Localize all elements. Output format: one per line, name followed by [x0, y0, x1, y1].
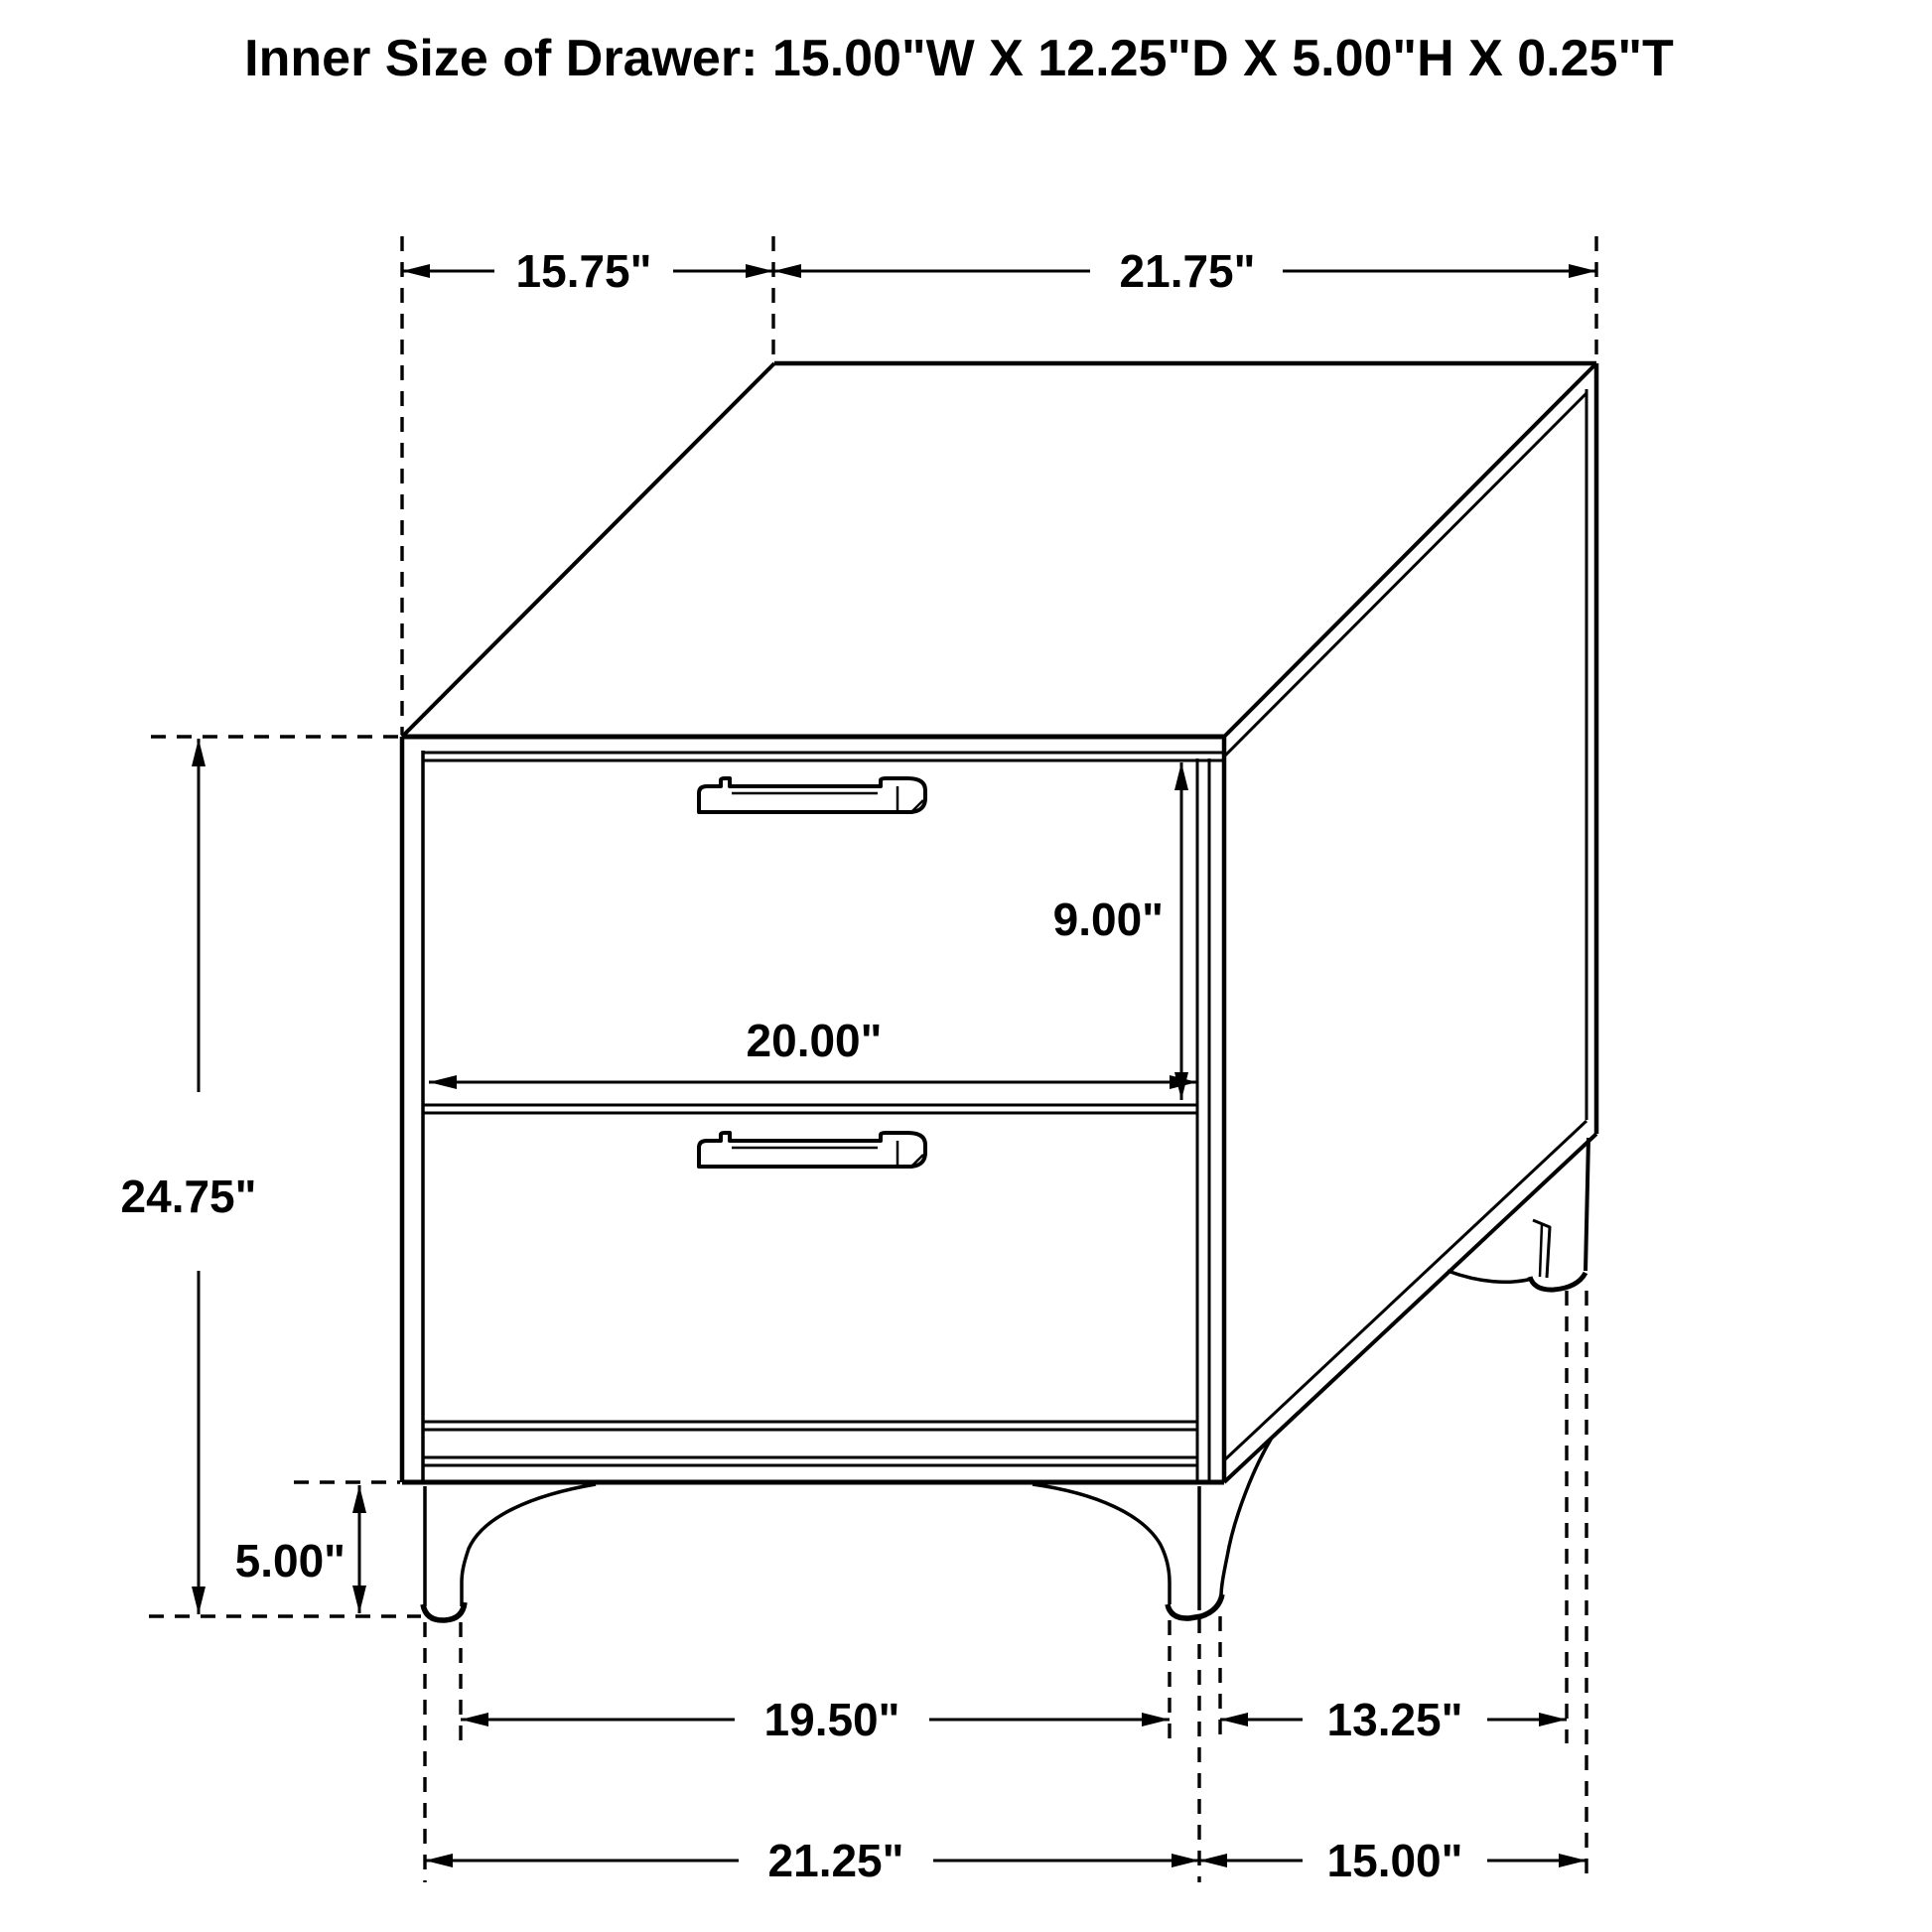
dim-bottom-width-label: 21.25" — [767, 1835, 904, 1886]
dim-side-leg-span — [1220, 1694, 1567, 1745]
dim-bottom-width — [425, 1835, 1199, 1886]
bottom-drawer-handle — [699, 1133, 925, 1167]
dim-top-width-label: 21.75" — [1119, 245, 1256, 297]
dim-front-leg-span — [461, 1694, 1170, 1745]
cabinet-front-face — [402, 737, 1224, 1482]
dim-bottom-depth — [1199, 1835, 1587, 1886]
dim-side-leg-span-label: 13.25" — [1326, 1694, 1463, 1745]
front-left-leg — [423, 1484, 596, 1620]
dim-overall-height — [121, 739, 257, 1614]
dim-drawer-width-label: 20.00" — [746, 1015, 883, 1066]
dim-drawer-height-label: 9.00" — [1052, 894, 1164, 945]
dim-top-depth — [402, 245, 773, 297]
dim-leg-height — [235, 1485, 359, 1613]
dim-top-width — [773, 245, 1596, 297]
cabinet-top-face — [402, 363, 1596, 757]
dim-drawer-height — [1053, 762, 1181, 1100]
dim-top-depth-label: 15.75" — [515, 245, 652, 297]
page-title: Inner Size of Drawer: 15.00"W X 12.25"D X 5.00"H X 0.25"T — [244, 30, 1674, 87]
dim-overall-height-label: 24.75" — [120, 1171, 257, 1222]
dim-drawer-width — [429, 1015, 1197, 1082]
dim-bottom-depth-label: 15.00" — [1326, 1835, 1463, 1886]
cabinet-outline — [402, 363, 1596, 1620]
top-drawer-handle — [699, 778, 925, 812]
dim-front-leg-span-label: 19.50" — [763, 1694, 900, 1745]
dim-leg-height-label: 5.00" — [234, 1535, 345, 1587]
cabinet-right-face — [1224, 363, 1596, 1482]
